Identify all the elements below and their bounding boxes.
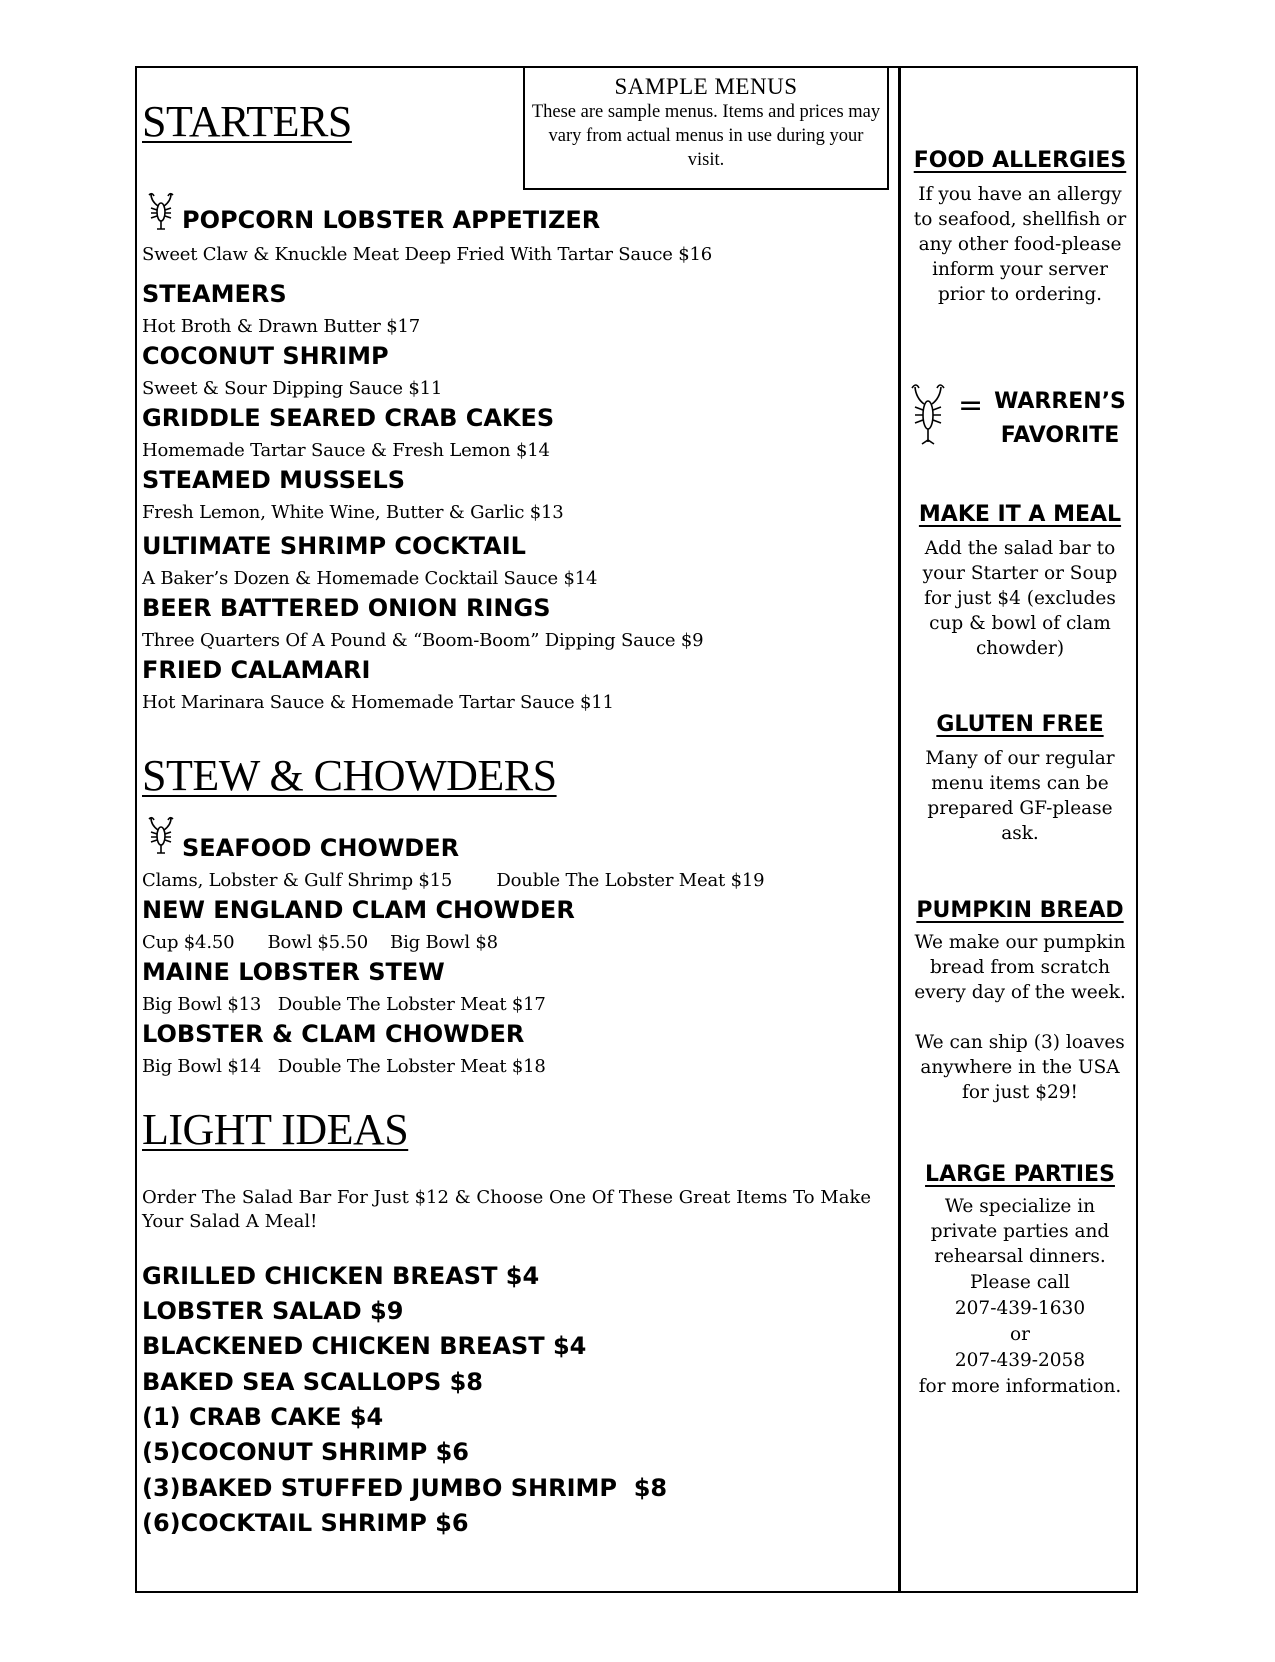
menu-item-name: ULTIMATE SHRIMP COCKTAIL (142, 532, 526, 560)
menu-item-name: MAINE LOBSTER STEW (142, 958, 445, 986)
large-parties-heading: LARGE PARTIES (925, 1162, 1115, 1187)
menu-item-name: GRIDDLE SEARED CRAB CAKES (142, 404, 555, 432)
menu-item-name: FRIED CALAMARI (142, 656, 371, 684)
menu-item-desc: Homemade Tartar Sauce & Fresh Lemon $14 (142, 440, 550, 461)
lobster-icon (146, 192, 176, 232)
light-item: LOBSTER SALAD $9 (142, 1297, 404, 1325)
notice-body: These are sample menus. Items and prices may vary from actual menus in use during your visit. (531, 102, 881, 170)
light-item: BLACKENED CHICKEN BREAST $4 (142, 1332, 587, 1360)
large-parties-text: We specialize in private parties and rehearsal dinners. (930, 1196, 1110, 1267)
warrens-label: WARREN’S (994, 389, 1126, 414)
starters-heading: STARTERS (142, 97, 352, 146)
pumpkin-bread-heading: PUMPKIN BREAD (916, 898, 1124, 923)
menu-item-desc: Cup $4.50 Bowl $5.50 Big Bowl $8 (142, 932, 498, 953)
menu-item-name: NEW ENGLAND CLAM CHOWDER (142, 896, 575, 924)
light-item: (3)BAKED STUFFED JUMBO SHRIMP $8 (142, 1474, 668, 1502)
menu-item-desc: Three Quarters Of A Pound & “Boom-Boom” Dipping Sauce $9 (142, 630, 704, 651)
menu-item-name: LOBSTER & CLAM CHOWDER (142, 1020, 525, 1048)
lobster-icon (908, 382, 948, 448)
notice-title: SAMPLE MENUS (614, 74, 798, 99)
pumpkin-bread-shipping: We can ship (3) loaves anywhere in the USA for just $29! (915, 1032, 1125, 1103)
gluten-free-heading: GLUTEN FREE (936, 712, 1104, 737)
menu-item-desc: Big Bowl $14 Double The Lobster Meat $18 (142, 1056, 546, 1077)
light-ideas-intro: Order The Salad Bar For Just $12 & Choose One Of These Great Items To Make Your Salad A Meal! (142, 1187, 872, 1232)
make-it-a-meal-text: Add the salad bar to your Starter or Soup for just $4 (excludes cup & bowl of clam chowder) (922, 538, 1118, 659)
menu-item-name: COCONUT SHRIMP (142, 342, 389, 370)
menu-item-name: BEER BATTERED ONION RINGS (142, 594, 551, 622)
stew-heading: STEW & CHOWDERS (142, 751, 557, 800)
menu-item-desc: Sweet Claw & Knuckle Meat Deep Fried With Tartar Sauce $16 (142, 244, 712, 265)
menu-item-desc: Sweet & Sour Dipping Sauce $11 (142, 378, 443, 399)
menu-item-desc: Clams, Lobster & Gulf Shrimp $15 Double The Lobster Meat $19 (142, 870, 765, 891)
phone-number: 207-439-2058 (954, 1350, 1086, 1371)
menu-item-desc: A Baker’s Dozen & Homemade Cocktail Sauce $14 (142, 568, 598, 589)
make-it-a-meal-heading: MAKE IT A MEAL (918, 502, 1122, 527)
food-allergies-text: If you have an allergy to seafood, shellfish or any other food-please inform your server prior to ordering. (913, 184, 1127, 305)
menu-item-name: STEAMERS (142, 280, 287, 308)
menu-item-desc: Big Bowl $13 Double The Lobster Meat $17 (142, 994, 546, 1015)
menu-item-name: POPCORN LOBSTER APPETIZER (182, 206, 601, 234)
lobster-icon (146, 816, 176, 856)
more-info-text: for more information. (918, 1376, 1122, 1397)
light-item: (6)COCKTAIL SHRIMP $6 (142, 1509, 469, 1537)
favorite-label: FAVORITE (1000, 423, 1120, 448)
menu-item-name: SEAFOOD CHOWDER (182, 834, 460, 862)
column-divider (898, 66, 901, 1593)
gluten-free-text: Many of our regular menu items can be prepared GF-please ask. (925, 748, 1115, 844)
or-text: or (1010, 1324, 1030, 1345)
menu-item-desc: Hot Marinara Sauce & Homemade Tartar Sauce $11 (142, 692, 614, 713)
light-item: GRILLED CHICKEN BREAST $4 (142, 1262, 540, 1290)
menu-item-desc: Fresh Lemon, White Wine, Butter & Garlic $13 (142, 502, 564, 523)
equals-sign: = (958, 388, 984, 423)
pumpkin-bread-text: We make our pumpkin bread from scratch every day of the week. (914, 932, 1126, 1003)
food-allergies-heading: FOOD ALLERGIES (913, 148, 1127, 173)
light-item: BAKED SEA SCALLOPS $8 (142, 1368, 483, 1396)
phone-number: 207-439-1630 (954, 1298, 1086, 1319)
menu-item-name: STEAMED MUSSELS (142, 466, 406, 494)
light-ideas-heading: LIGHT IDEAS (142, 1105, 409, 1154)
sample-menus-notice (523, 66, 889, 190)
please-call-text: Please call (970, 1272, 1070, 1293)
menu-item-desc: Hot Broth & Drawn Butter $17 (142, 316, 420, 337)
light-item: (5)COCONUT SHRIMP $6 (142, 1438, 469, 1466)
light-item: (1) CRAB CAKE $4 (142, 1403, 384, 1431)
